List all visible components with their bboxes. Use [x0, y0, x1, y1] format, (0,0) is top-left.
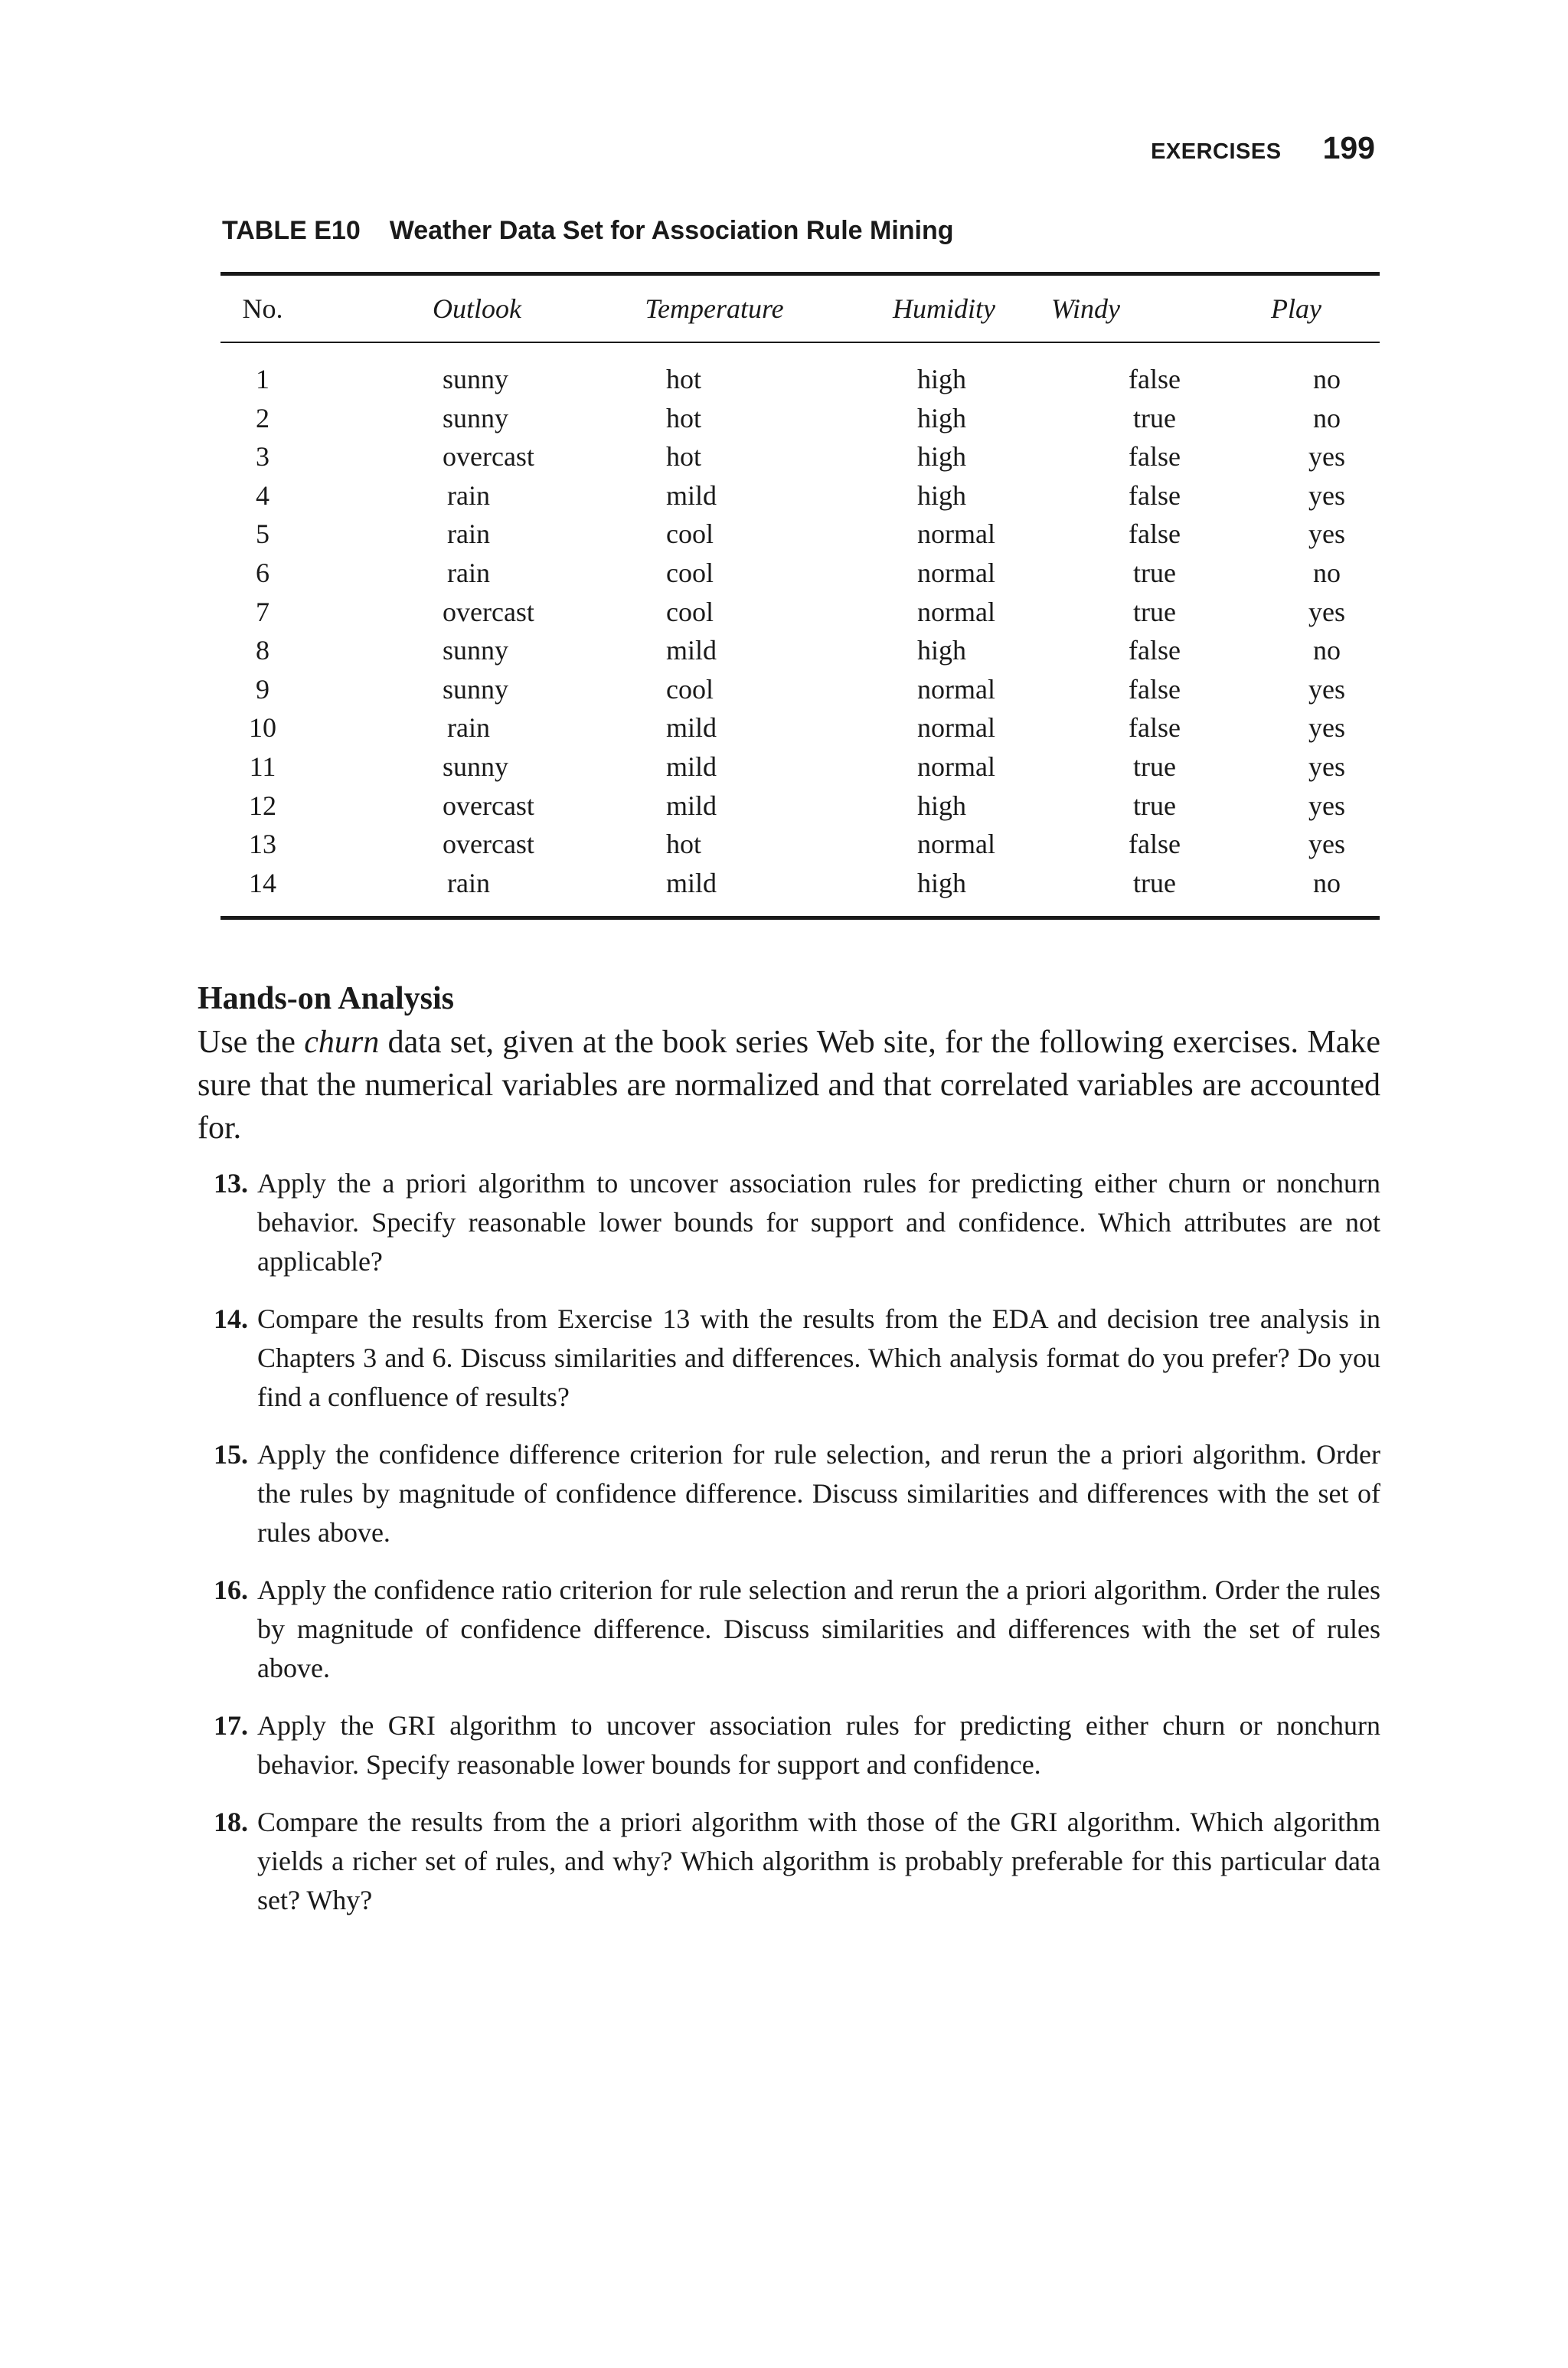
cell-temperature: cool	[666, 596, 714, 627]
cell-humidity: high	[917, 364, 967, 394]
cell-no: 10	[249, 712, 276, 744]
table-row	[220, 437, 1380, 476]
page-number: 199	[1322, 130, 1375, 165]
exercise-text: Apply the confidence difference criterion for rule selection, and rerun the a priori algorithm. Order the rules by magnitude of confidence difference. Discuss similarities and differences with the set of rules above.	[257, 1439, 1380, 1548]
exercise-number: 13.	[214, 1168, 248, 1199]
cell-windy: true	[1133, 557, 1176, 588]
column-header: Temperature	[645, 293, 784, 324]
cell-play: no	[1313, 635, 1341, 666]
table-row	[220, 515, 1380, 554]
intro-dataset-name: churn	[304, 1025, 380, 1060]
cell-play: yes	[1308, 751, 1345, 782]
exercise-item	[198, 1706, 1380, 1784]
cell-play: yes	[1308, 829, 1345, 860]
table-title: Weather Data Set for Association Rule Mining	[389, 216, 954, 245]
cell-play: yes	[1308, 479, 1345, 511]
exercise-item	[198, 1300, 1380, 1417]
cell-play: no	[1313, 557, 1341, 588]
cell-humidity: high	[917, 790, 967, 821]
cell-play: yes	[1308, 441, 1345, 473]
table-row	[220, 593, 1380, 632]
table-row	[220, 747, 1380, 787]
exercise-text: Compare the results from Exercise 13 with the results from the EDA and decision tree analysis in Chapters 3 and 6. Discuss similarities and differences. Which analysis format do you prefer? Do you find a confluence of results?	[257, 1303, 1380, 1412]
table-row	[220, 825, 1380, 864]
cell-temperature: cool	[666, 557, 714, 588]
cell-no: 1	[256, 364, 270, 394]
cell-windy: false	[1129, 364, 1181, 394]
cell-temperature: mild	[666, 867, 717, 898]
cell-humidity: normal	[917, 673, 995, 705]
cell-play: yes	[1308, 673, 1345, 705]
cell-play: yes	[1308, 790, 1345, 821]
cell-humidity: high	[917, 402, 967, 433]
cell-outlook: sunny	[443, 673, 509, 705]
cell-humidity: normal	[917, 557, 995, 588]
cell-humidity: high	[917, 635, 967, 666]
cell-temperature: hot	[666, 402, 702, 433]
column-header: Outlook	[433, 293, 521, 324]
section-intro	[198, 1021, 1380, 1150]
running-head	[1151, 130, 1375, 166]
cell-temperature: mild	[666, 712, 717, 744]
cell-temperature: cool	[666, 518, 714, 550]
cell-play: no	[1313, 867, 1341, 898]
table-header-row	[220, 276, 1380, 342]
cell-no: 8	[256, 635, 270, 666]
exercise-text: Apply the GRI algorithm to uncover association rules for predicting either churn or nonchurn behavior. Specify reasonable lower bounds for support and confidence.	[257, 1710, 1380, 1780]
cell-outlook: rain	[447, 518, 490, 550]
cell-no: 14	[249, 867, 276, 898]
exercise-item	[198, 1435, 1380, 1552]
cell-outlook: sunny	[443, 402, 509, 433]
cell-no: 9	[256, 673, 270, 705]
table-row	[220, 360, 1380, 399]
cell-temperature: hot	[666, 441, 702, 473]
cell-no: 2	[256, 402, 270, 433]
cell-no: 12	[249, 790, 276, 821]
exercise-number: 18.	[214, 1807, 248, 1837]
cell-outlook: sunny	[443, 635, 509, 666]
table-bottom-rule	[220, 916, 1380, 920]
table-label: TABLE E10	[222, 216, 361, 245]
cell-windy: true	[1133, 402, 1176, 433]
exercise-text: Apply the confidence ratio criterion for rule selection and rerun the a priori algorithm. Order the rules by magnitude of confidence difference. Discuss similarities and differences with the set of rules above.	[257, 1575, 1380, 1683]
cell-outlook: rain	[447, 712, 490, 744]
cell-temperature: mild	[666, 790, 717, 821]
cell-outlook: rain	[447, 867, 490, 898]
exercise-item	[198, 1571, 1380, 1688]
cell-play: no	[1313, 364, 1341, 394]
table-row	[220, 476, 1380, 515]
cell-no: 7	[256, 596, 270, 627]
cell-windy: false	[1129, 441, 1181, 473]
exercise-item	[198, 1164, 1380, 1281]
cell-windy: false	[1129, 479, 1181, 511]
cell-no: 11	[249, 751, 276, 782]
exercise-list	[198, 1164, 1380, 1938]
cell-no: 5	[256, 518, 270, 550]
cell-play: yes	[1308, 712, 1345, 744]
cell-humidity: high	[917, 441, 967, 473]
cell-windy: false	[1129, 635, 1181, 666]
running-head-section: EXERCISES	[1151, 139, 1282, 164]
cell-temperature: hot	[666, 364, 702, 394]
intro-text: data set, given at the book series Web site, for the following exercises. Make sure that the numerical variables are normalized and that correlated variables are accounted for.	[198, 1025, 1380, 1146]
cell-windy: false	[1129, 829, 1181, 860]
exercise-text: Apply the a priori algorithm to uncover association rules for predicting either churn or nonchurn behavior. Specify reasonable lower bounds for support and confidence. Which attributes are not applicable?	[257, 1168, 1380, 1277]
cell-outlook: overcast	[443, 829, 534, 860]
exercise-number: 14.	[214, 1303, 248, 1334]
cell-temperature: mild	[666, 479, 717, 511]
cell-temperature: mild	[666, 751, 717, 782]
exercise-number: 15.	[214, 1439, 248, 1470]
cell-no: 3	[256, 441, 270, 473]
cell-outlook: overcast	[443, 596, 534, 627]
column-header: Humidity	[893, 293, 995, 324]
cell-windy: false	[1129, 712, 1181, 744]
cell-play: no	[1313, 402, 1341, 433]
cell-windy: false	[1129, 673, 1181, 705]
cell-outlook: sunny	[443, 364, 509, 394]
cell-windy: true	[1133, 790, 1176, 821]
cell-humidity: high	[917, 479, 967, 511]
exercise-text: Compare the results from the a priori algorithm with those of the GRI algorithm. Which algorithm yields a richer set of rules, and why? Which algorithm is probably preferable for this particular data set? Why?	[257, 1807, 1380, 1915]
cell-outlook: rain	[447, 479, 490, 511]
column-header: Windy	[1051, 293, 1120, 324]
cell-no: 4	[256, 479, 270, 511]
cell-temperature: hot	[666, 829, 702, 860]
cell-humidity: normal	[917, 596, 995, 627]
weather-data-table	[220, 272, 1380, 920]
cell-outlook: overcast	[443, 790, 534, 821]
cell-play: yes	[1308, 596, 1345, 627]
exercise-number: 16.	[214, 1575, 248, 1605]
table-row	[220, 554, 1380, 593]
cell-humidity: normal	[917, 751, 995, 782]
cell-humidity: high	[917, 867, 967, 898]
column-header: Play	[1271, 293, 1321, 324]
column-header: No.	[242, 293, 283, 324]
cell-outlook: overcast	[443, 441, 534, 473]
table-row	[220, 399, 1380, 438]
cell-no: 13	[249, 829, 276, 860]
table-row	[220, 631, 1380, 670]
table-row	[220, 670, 1380, 709]
table-row	[220, 787, 1380, 826]
section-heading: Hands-on Analysis	[198, 981, 454, 1016]
cell-no: 6	[256, 557, 270, 588]
exercise-number: 17.	[214, 1710, 248, 1741]
intro-text: Use the	[198, 1025, 305, 1060]
table-row	[220, 708, 1380, 747]
table-caption	[222, 216, 954, 246]
cell-windy: true	[1133, 751, 1176, 782]
cell-play: yes	[1308, 518, 1345, 550]
exercise-item	[198, 1803, 1380, 1920]
cell-outlook: sunny	[443, 751, 509, 782]
cell-humidity: normal	[917, 829, 995, 860]
table-row	[220, 864, 1380, 903]
cell-humidity: normal	[917, 712, 995, 744]
cell-windy: false	[1129, 518, 1181, 550]
cell-windy: true	[1133, 596, 1176, 627]
cell-outlook: rain	[447, 557, 490, 588]
cell-temperature: cool	[666, 673, 714, 705]
table-body	[220, 343, 1380, 916]
cell-temperature: mild	[666, 635, 717, 666]
cell-humidity: normal	[917, 518, 995, 550]
cell-windy: true	[1133, 867, 1176, 898]
